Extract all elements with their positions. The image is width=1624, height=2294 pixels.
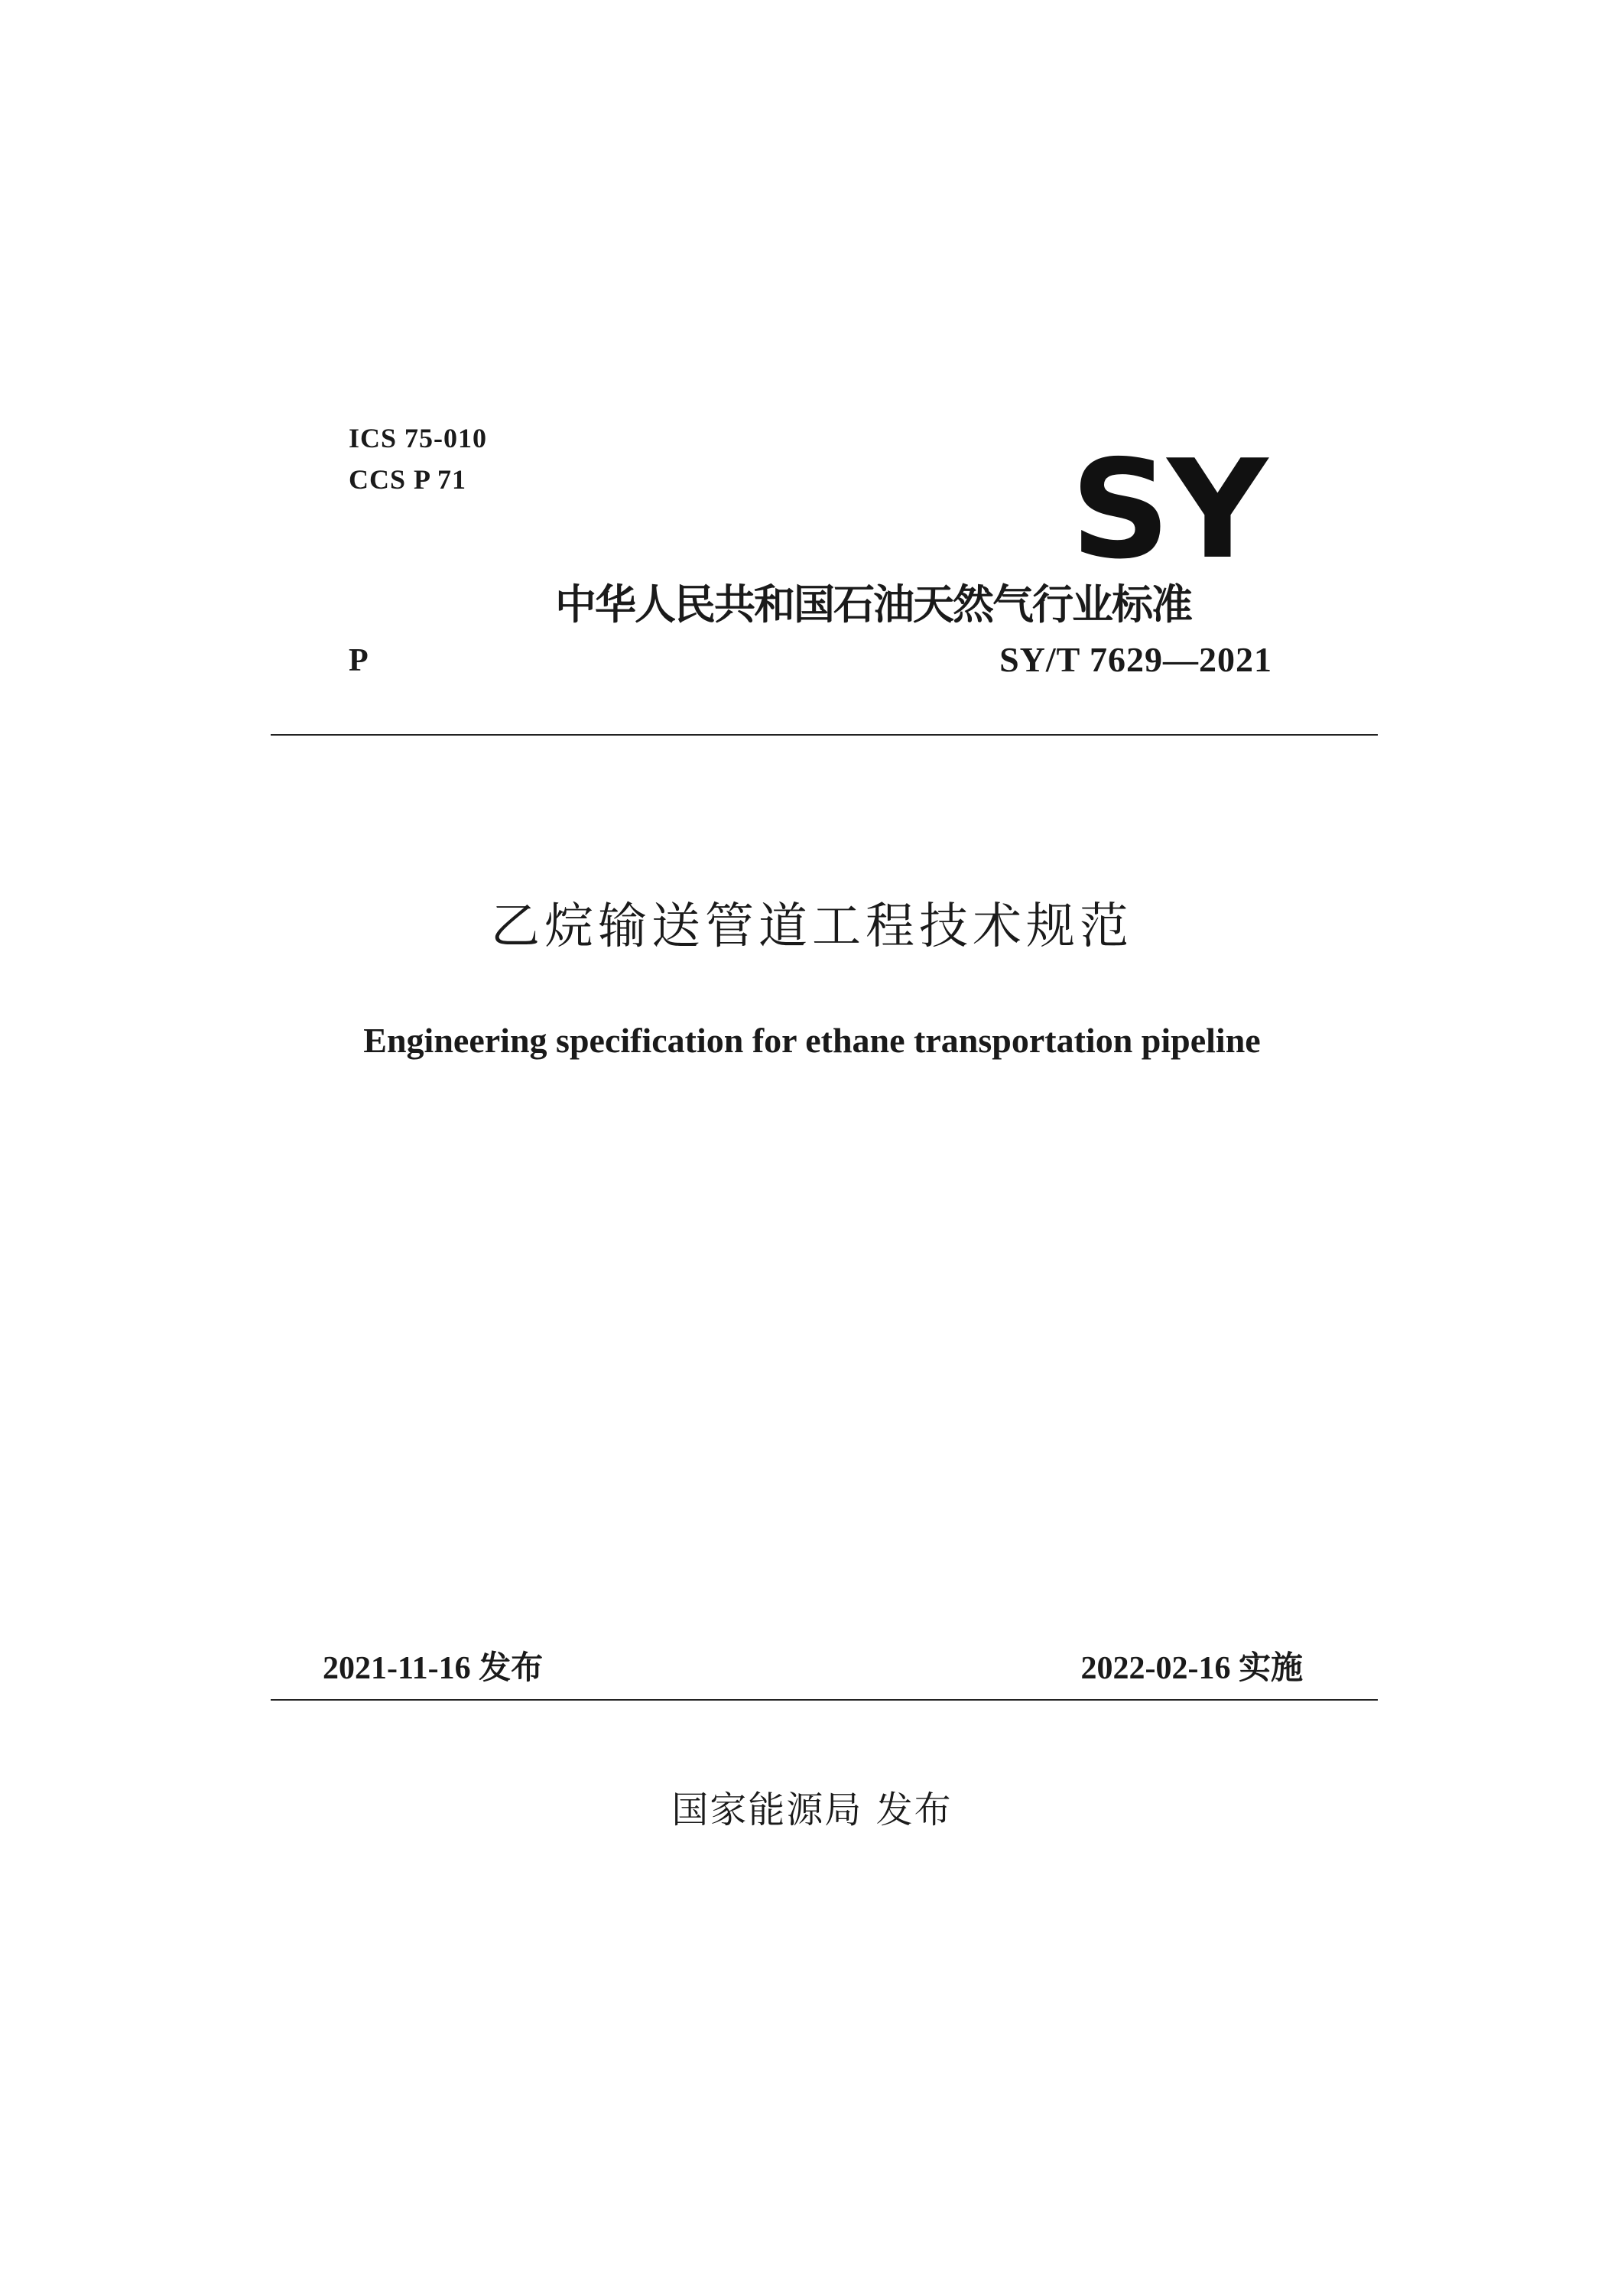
implementation-date: 2022-02-16 实施 — [1080, 1651, 1303, 1686]
title-english: Engineering specification for ethane transportation pipeline — [363, 1021, 1261, 1060]
ccs-code: CCS P 71 — [349, 464, 467, 495]
classification-code: P — [349, 643, 369, 678]
industry-standard-name: 中华人民共和国石油天然气行业标准 — [555, 580, 1191, 629]
title-chinese: 乙烷输送管道工程技术规范 — [491, 898, 1133, 955]
top-divider — [271, 734, 1378, 736]
ics-code: ICS 75-010 — [349, 423, 488, 453]
sy-logo: SY — [1070, 431, 1265, 589]
bottom-divider — [271, 1699, 1378, 1701]
standard-number: SY/T 7629—2021 — [999, 640, 1272, 679]
issue-date: 2021-11-16 发布 — [323, 1651, 544, 1686]
issuing-authority: 国家能源局 发布 — [671, 1789, 953, 1831]
